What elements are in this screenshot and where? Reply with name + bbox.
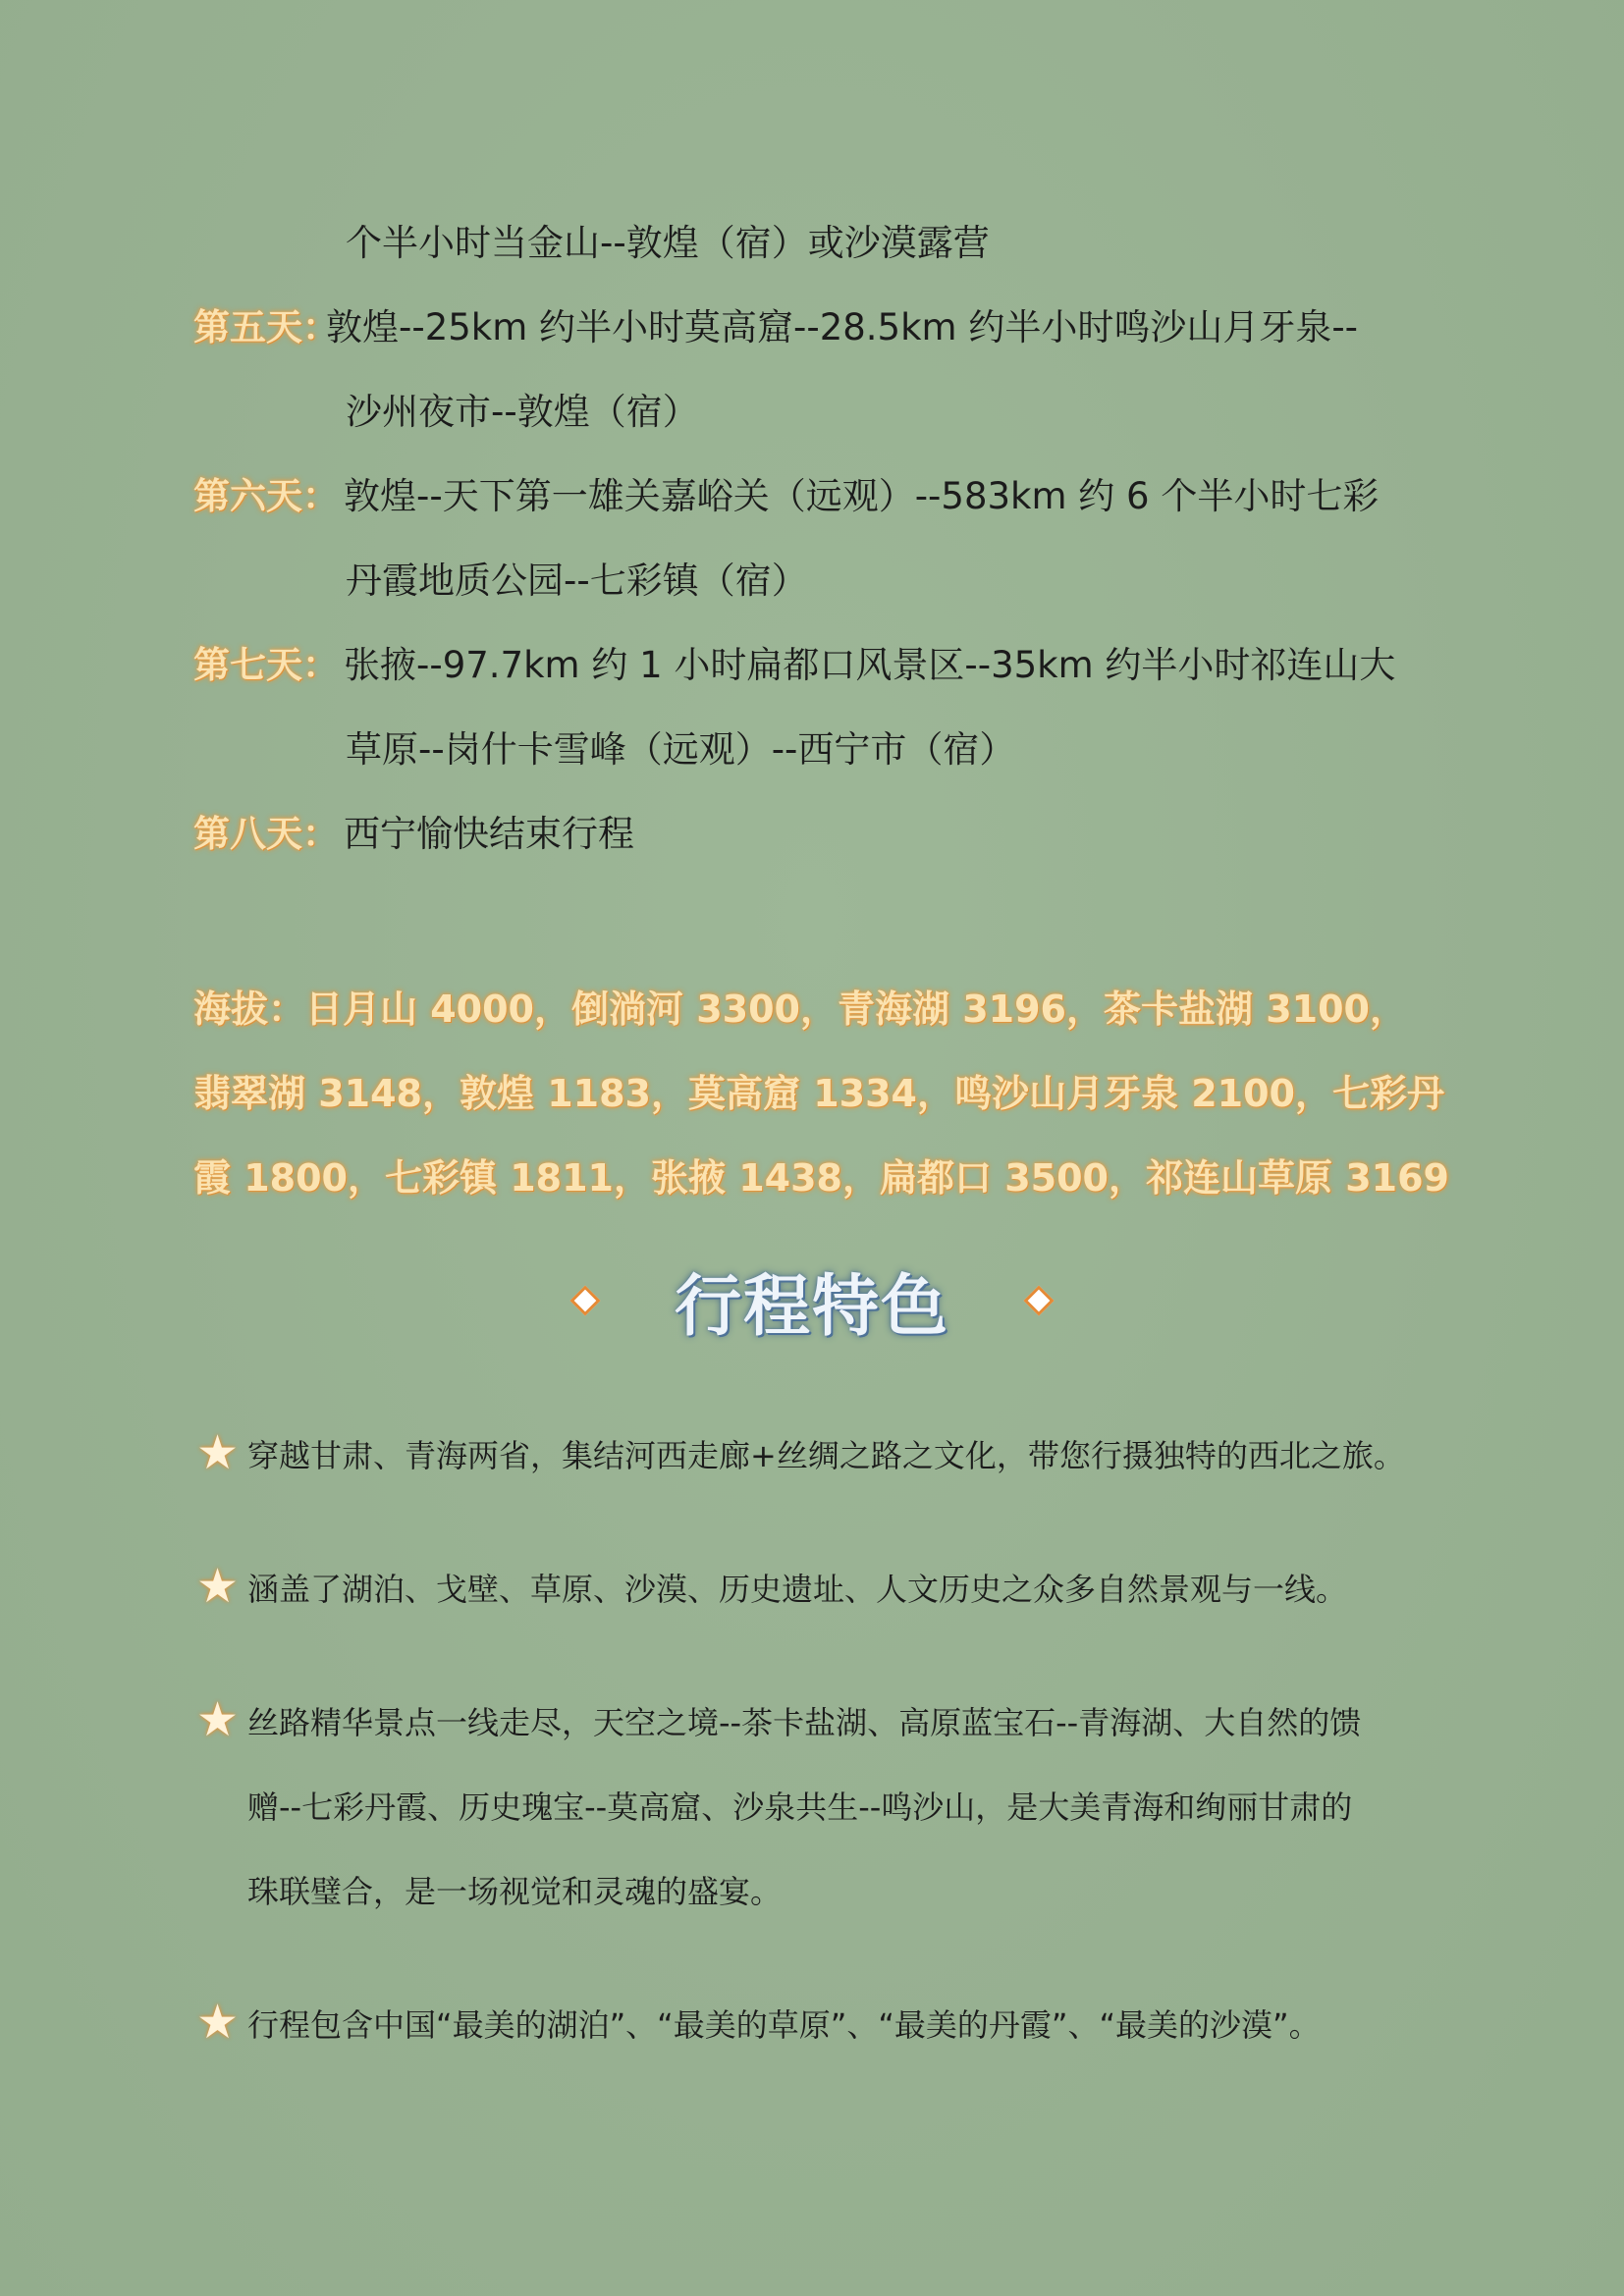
feature-text-line: 行程包含中国“最美的湖泊”、“最美的草原”、“最美的丹霞”、“最美的沙漠”。 [247, 2006, 1321, 2044]
day-label: 第五天： [193, 306, 339, 348]
altitude-line: 海拔：日月山 4000，倒淌河 3300，青海湖 3196，茶卡盐湖 3100， [193, 988, 1407, 1031]
itinerary-day-7 [193, 623, 1440, 792]
day-text-block [326, 286, 1358, 454]
star-icon: ★ [196, 1425, 240, 1480]
star-icon: ★ [196, 1559, 240, 1614]
feature-text-line: 珠联璧合，是一场视觉和灵魂的盛宴。 [247, 1873, 783, 1910]
day-text-line: 敦煌--天下第一雄关嘉峪关（远观）--583km 约 6 个半小时七彩 [344, 475, 1380, 517]
day-text-line: 丹霞地质公园--七彩镇（宿） [346, 560, 808, 602]
altitude-info [193, 967, 1450, 1220]
feature-text-block [244, 1681, 1361, 1934]
day-text-line: 敦煌--25km 约半小时莫高窟--28.5km 约半小时鸣沙山月牙泉-- [326, 306, 1359, 348]
section-title: 行程特色 [674, 1267, 949, 1346]
day-text-line: 沙州夜市--敦煌（宿） [346, 391, 699, 433]
altitude-line: 霞 1800，七彩镇 1811，张掖 1438，扁都口 3500，祁连山草原 3169 [193, 1156, 1449, 1200]
feature-text-line: 涵盖了湖泊、戈壁、草原、沙漠、历史遗址、人文历史之众多自然景观与一线。 [247, 1571, 1348, 1608]
feature-item [196, 1983, 1453, 2067]
day-label: 第七天： [193, 644, 339, 686]
features-list [196, 1414, 1453, 2116]
day-text-line: 张掖--97.7km 约 1 小时扁都口风景区--35km 约半小时祁连山大 [344, 644, 1396, 686]
feature-item [196, 1414, 1453, 1498]
diamond-icon [1023, 1285, 1054, 1315]
feature-item [196, 1547, 1453, 1631]
day-label: 第八天： [193, 813, 339, 855]
day-text-block [326, 454, 1379, 623]
altitude-line: 翡翠湖 3148，敦煌 1183，莫高窟 1334，鸣沙山月牙泉 2100，七彩丹 [193, 1072, 1444, 1115]
itinerary-day-5 [193, 286, 1440, 454]
feature-text-line: 穿越甘肃、青海两省，集结河西走廊+丝绸之路之文化，带您行摄独特的西北之旅。 [247, 1437, 1405, 1474]
feature-text-block [244, 1983, 1321, 2067]
day-text-block [326, 623, 1395, 792]
section-heading [0, 1256, 1624, 1345]
diamond-icon [569, 1285, 600, 1315]
star-icon: ★ [196, 1995, 240, 2050]
feature-text-line: 丝路精华景点一线走尽，天空之境--茶卡盐湖、高原蓝宝石--青海湖、大自然的馈 [247, 1704, 1362, 1741]
day-text-block [326, 201, 990, 286]
day-text-line: 西宁愉快结束行程 [344, 813, 634, 855]
day-label: 第六天： [193, 475, 339, 517]
day-text-line: 个半小时当金山--敦煌（宿）或沙漠露营 [346, 222, 990, 264]
itinerary-list [193, 201, 1440, 877]
day-text-block [326, 792, 634, 877]
itinerary-day-6 [193, 454, 1440, 623]
feature-text-block [244, 1414, 1405, 1498]
star-icon: ★ [196, 1692, 240, 1747]
feature-text-block [244, 1547, 1347, 1631]
itinerary-day-8 [193, 792, 1440, 877]
day-text-line: 草原--岗什卡雪峰（远观）--西宁市（宿） [346, 728, 1016, 771]
feature-text-line: 赠--七彩丹霞、历史瑰宝--莫高窟、沙泉共生--鸣沙山，是大美青海和绚丽甘肃的 [247, 1789, 1353, 1826]
itinerary-continuation [193, 201, 1440, 286]
feature-item [196, 1681, 1453, 1934]
